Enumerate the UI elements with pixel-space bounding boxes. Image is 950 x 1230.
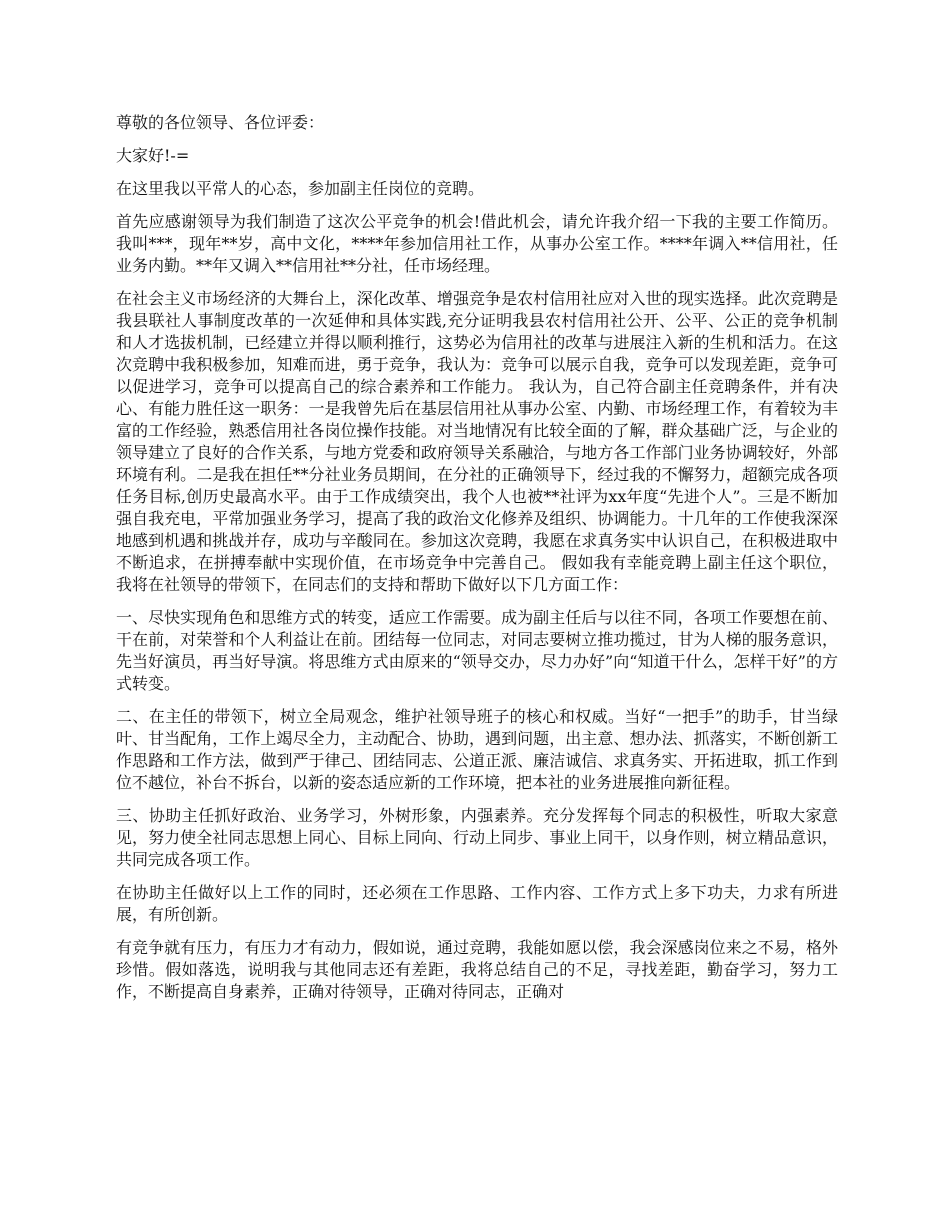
paragraph-plan-three: 三、协助主任抓好政治、业务学习，外树形象，内强素养。充分发挥每个同志的积极性，听取大家意见，努力使全社同志思想上同心、目标上同向、行动上同步、事业上同干，以身作则，树立精品意识，共同完成各项工作。 [116, 806, 838, 869]
paragraph-resume: 首先应感谢领导为我们制造了这次公平竞争的机会!借此机会，请允许我介绍一下我的主要工作简历。我叫***，现年**岁，高中文化，****年参加信用社工作，从事办公室工作。****年调入**信用社，任业务内勤。**年又调入**信用社**分社，任市场经理。 [116, 212, 838, 275]
paragraph-plan-two: 二、在主任的带领下，树立全局观念，维护社领导班子的核心和权威。当好“一把手”的助手，甘当绿叶、甘当配角，工作上竭尽全力，主动配合、协助，遇到问题，出主意、想办法、抓落实，不断创新工作思路和工作方法，做到严于律己、团结同志、公道正派、廉洁诚信、求真务实、开拓进取，抓工作到位不越位，补台不拆台，以新的姿态适应新的工作环境，把本社的业务进展推向新征程。 [116, 707, 838, 792]
salutation: 尊敬的各位领导、各位评委： [116, 113, 325, 132]
paragraph-plan-one: 一、尽快实现角色和思维方式的转变，适应工作需要。成为副主任后与以往不同，各项工作要想在前、干在前，对荣誉和个人利益让在前。团结每一位同志，对同志要树立推功揽过，甘为人梯的服务意识，先当好演员，再当好导演。将思维方式由原来的“领导交办，尽力办好”向“知道干什么，怎样干好”的方式转变。 [116, 608, 838, 693]
paragraph-reasons: 在社会主义市场经济的大舞台上，深化改革、增强竞争是农村信用社应对入世的现实选择。此次竞聘是我县联社人事制度改革的一次延伸和具体实践,充分证明我县农村信用社公开、公平、公正的竞争机制和人才选拔机制，已经建立并得以顺利推行，这势必为信用社的改革与进展注入新的生机和活力。在这次竞聘中我积极参加，知难而进，勇于竞争，我认为：竞争可以展示自我，竞争可以发现差距，竞争可以促进学习，竞争可以提高自己的综合素养和工作能力。 我认为，自己符合副主任竞聘条件，并有决心、有能力胜任这一职务：一是我曾先后在基层信用社从事办公室、内勤、市场经理工作，有着较为丰富的工作经验，熟悉信用社各岗位操作技能。对当地情况有比较全面的了解，群众基础广泛，与企业的领导建立了良好的合作关系，与地方党委和政府领导关系融洽，与地方各工作部门业务协调较好，外部环境有利。二是我在担任**分社业务员期间，在分社的正确领导下，经过我的不懈努力，超额完成各项任务目标,创历史最高水平。由于工作成绩突出，我个人也被**社评为xx年度“先进个人”。三是不断加强自我充电，平常加强业务学习，提高了我的政治文化修养及组织、协调能力。十几年的工作使我深深地感到机遇和挑战并存，成功与辛酸同在。参加这次竞聘，我愿在求真务实中认识自己，在积极进取中不断追求，在拼搏奉献中实现价值，在市场竞争中完善自己。 假如我有幸能竞聘上副主任这个职位，我将在社领导的带领下，在同志们的支持和帮助下做好以下几方面工作： [116, 289, 838, 594]
intro-paragraph: 在这里我以平常人的心态，参加副主任岗位的竞聘。 [116, 179, 485, 198]
paragraph-closing: 有竞争就有压力，有压力才有动力，假如说，通过竞聘，我能如愿以偿，我会深感岗位来之不易，格外珍惜。假如落选，说明我与其他同志还有差距，我将总结自己的不足，寻找差距，勤奋学习，努力工作，不断提高自身素养，正确对待领导，正确对待同志，正确对 [116, 938, 838, 1001]
greeting: 大家好!-= [116, 146, 190, 165]
paragraph-innovation: 在协助主任做好以上工作的同时，还必须在工作思路、工作内容、工作方式上多下功夫，力求有所进展，有所创新。 [116, 883, 838, 924]
document-page [116, 112, 838, 1014]
